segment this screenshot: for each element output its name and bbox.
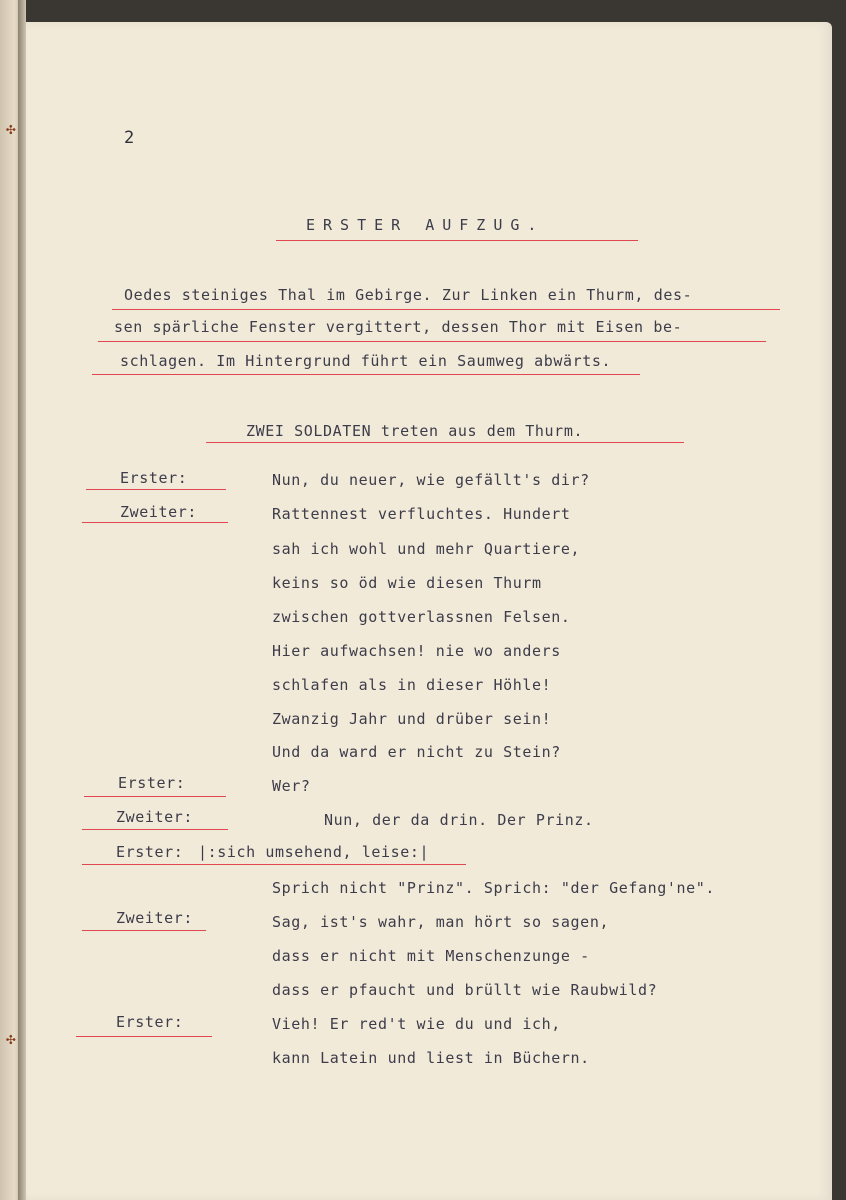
entrance-direction: ZWEI SOLDATEN treten aus dem Thurm. <box>246 422 584 440</box>
red-underline <box>112 309 780 310</box>
speaker-label: Erster: <box>116 843 184 861</box>
dialogue-line: Vieh! Er red't wie du und ich, <box>272 1015 561 1033</box>
dialogue-line: Rattennest verfluchtes. Hundert <box>272 505 571 523</box>
speaker-underline <box>82 522 228 523</box>
dialogue-line: Nun, der da drin. Der Prinz. <box>324 811 594 829</box>
speaker-underline <box>86 489 226 490</box>
red-underline <box>206 442 684 443</box>
speaker-label: Zweiter: <box>120 503 198 521</box>
speaker-label: Zweiter: <box>116 909 194 927</box>
dialogue-line: Zwanzig Jahr und drüber sein! <box>272 710 552 728</box>
dialogue-line: kann Latein und liest in Büchern. <box>272 1049 590 1067</box>
dialogue-line: Und da ward er nicht zu Stein? <box>272 743 561 761</box>
dialogue-line: dass er pfaucht und brüllt wie Raubwild? <box>272 981 658 999</box>
speaker-underline <box>84 796 226 797</box>
page-number: 2 <box>124 128 135 148</box>
stage-direction: |:sich umsehend, leise:| <box>198 843 430 861</box>
dialogue-line: schlafen als in dieser Höhle! <box>272 676 552 694</box>
speaker-label: Zweiter: <box>116 808 194 826</box>
red-underline <box>82 864 466 865</box>
speaker-underline <box>82 930 206 931</box>
dialogue-line: sah ich wohl und mehr Quartiere, <box>272 540 581 558</box>
setting-line: Oedes steiniges Thal im Gebirge. Zur Linken ein Thurm, des- <box>124 286 693 304</box>
speaker-underline <box>82 829 228 830</box>
red-underline <box>98 341 766 342</box>
dialogue-line: Nun, du neuer, wie gefällt's dir? <box>272 471 590 489</box>
dialogue-line: keins so öd wie diesen Thurm <box>272 574 542 592</box>
staple-icon: ✣ <box>6 119 16 138</box>
title-underline <box>276 240 638 241</box>
dialogue-line: Wer? <box>272 777 311 795</box>
dialogue-line: Hier aufwachsen! nie wo anders <box>272 642 561 660</box>
setting-line: schlagen. Im Hintergrund führt ein Saumweg abwärts. <box>120 352 612 370</box>
book-binding <box>18 0 26 1200</box>
speaker-label: Erster: <box>116 1013 184 1031</box>
dialogue-line: Sag, ist's wahr, man hört so sagen, <box>272 913 610 931</box>
speaker-underline <box>76 1036 212 1037</box>
dialogue-line: dass er nicht mit Menschenzunge - <box>272 947 590 965</box>
setting-line: sen spärliche Fenster vergittert, dessen Thor mit Eisen be- <box>114 318 683 336</box>
staple-icon: ✣ <box>6 1029 16 1048</box>
speaker-label: Erster: <box>120 469 188 487</box>
speaker-label: Erster: <box>118 774 186 792</box>
dialogue-line: Sprich nicht "Prinz". Sprich: "der Gefang'ne". <box>272 879 716 897</box>
act-title: ERSTER AUFZUG. <box>306 216 545 234</box>
red-underline <box>92 374 640 375</box>
dialogue-line: zwischen gottverlassnen Felsen. <box>272 608 571 626</box>
